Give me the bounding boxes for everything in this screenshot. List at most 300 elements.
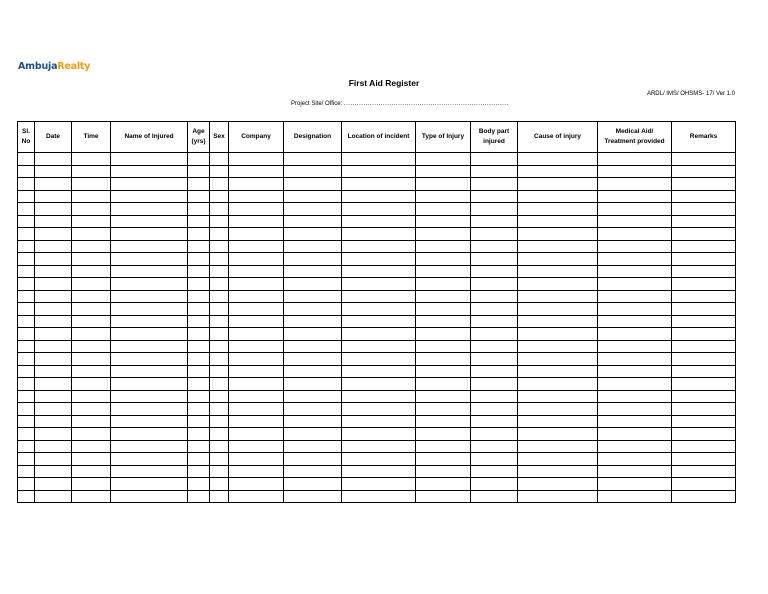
table-cell[interactable] [598, 415, 672, 428]
table-cell[interactable] [471, 353, 518, 366]
table-cell[interactable] [284, 390, 342, 403]
table-cell[interactable] [342, 428, 416, 441]
table-cell[interactable] [111, 278, 188, 291]
table-cell[interactable] [111, 328, 188, 341]
table-cell[interactable] [111, 428, 188, 441]
table-cell[interactable] [18, 178, 35, 191]
table-cell[interactable] [188, 303, 210, 316]
table-cell[interactable] [471, 178, 518, 191]
table-cell[interactable] [18, 265, 35, 278]
table-cell[interactable] [188, 178, 210, 191]
table-cell[interactable] [518, 453, 598, 466]
table-cell[interactable] [518, 465, 598, 478]
table-cell[interactable] [471, 228, 518, 241]
table-cell[interactable] [18, 190, 35, 203]
table-cell[interactable] [111, 178, 188, 191]
table-cell[interactable] [342, 453, 416, 466]
table-cell[interactable] [18, 453, 35, 466]
table-cell[interactable] [598, 453, 672, 466]
table-cell[interactable] [342, 390, 416, 403]
table-cell[interactable] [518, 428, 598, 441]
table-cell[interactable] [35, 490, 72, 503]
table-cell[interactable] [72, 215, 111, 228]
table-cell[interactable] [342, 465, 416, 478]
table-cell[interactable] [18, 328, 35, 341]
table-cell[interactable] [35, 190, 72, 203]
table-cell[interactable] [188, 415, 210, 428]
table-cell[interactable] [471, 190, 518, 203]
table-cell[interactable] [210, 415, 229, 428]
table-cell[interactable] [18, 440, 35, 453]
table-cell[interactable] [471, 440, 518, 453]
table-cell[interactable] [284, 478, 342, 491]
table-cell[interactable] [518, 328, 598, 341]
table-cell[interactable] [518, 215, 598, 228]
table-cell[interactable] [284, 253, 342, 266]
table-cell[interactable] [284, 415, 342, 428]
table-cell[interactable] [416, 453, 471, 466]
table-cell[interactable] [342, 215, 416, 228]
table-cell[interactable] [518, 178, 598, 191]
table-cell[interactable] [518, 365, 598, 378]
table-cell[interactable] [342, 415, 416, 428]
table-cell[interactable] [471, 415, 518, 428]
table-cell[interactable] [111, 378, 188, 391]
table-cell[interactable] [210, 478, 229, 491]
table-cell[interactable] [598, 465, 672, 478]
table-cell[interactable] [111, 465, 188, 478]
table-cell[interactable] [342, 240, 416, 253]
table-cell[interactable] [18, 228, 35, 241]
table-cell[interactable] [284, 403, 342, 416]
table-cell[interactable] [416, 415, 471, 428]
table-cell[interactable] [284, 440, 342, 453]
table-cell[interactable] [672, 378, 736, 391]
table-cell[interactable] [72, 478, 111, 491]
table-cell[interactable] [416, 178, 471, 191]
table-cell[interactable] [72, 340, 111, 353]
table-cell[interactable] [518, 390, 598, 403]
table-cell[interactable] [598, 440, 672, 453]
table-cell[interactable] [342, 365, 416, 378]
table-cell[interactable] [598, 178, 672, 191]
table-cell[interactable] [35, 240, 72, 253]
table-cell[interactable] [416, 240, 471, 253]
table-cell[interactable] [111, 190, 188, 203]
table-cell[interactable] [672, 315, 736, 328]
table-cell[interactable] [72, 178, 111, 191]
table-cell[interactable] [598, 203, 672, 216]
table-cell[interactable] [416, 340, 471, 353]
table-cell[interactable] [284, 490, 342, 503]
table-cell[interactable] [72, 490, 111, 503]
table-cell[interactable] [672, 265, 736, 278]
table-cell[interactable] [342, 403, 416, 416]
table-cell[interactable] [518, 490, 598, 503]
table-cell[interactable] [471, 390, 518, 403]
table-cell[interactable] [518, 290, 598, 303]
table-cell[interactable] [471, 278, 518, 291]
table-cell[interactable] [416, 365, 471, 378]
table-cell[interactable] [672, 428, 736, 441]
table-cell[interactable] [416, 203, 471, 216]
table-cell[interactable] [342, 203, 416, 216]
table-cell[interactable] [35, 290, 72, 303]
table-cell[interactable] [342, 278, 416, 291]
table-cell[interactable] [111, 490, 188, 503]
table-cell[interactable] [35, 265, 72, 278]
table-cell[interactable] [111, 240, 188, 253]
table-cell[interactable] [188, 428, 210, 441]
table-cell[interactable] [35, 178, 72, 191]
table-cell[interactable] [518, 265, 598, 278]
table-cell[interactable] [72, 253, 111, 266]
table-cell[interactable] [188, 278, 210, 291]
table-cell[interactable] [598, 315, 672, 328]
table-cell[interactable] [188, 390, 210, 403]
table-cell[interactable] [672, 290, 736, 303]
table-cell[interactable] [111, 403, 188, 416]
table-cell[interactable] [210, 440, 229, 453]
table-cell[interactable] [416, 190, 471, 203]
table-cell[interactable] [471, 203, 518, 216]
table-cell[interactable] [672, 478, 736, 491]
table-cell[interactable] [672, 415, 736, 428]
table-cell[interactable] [210, 403, 229, 416]
table-cell[interactable] [416, 265, 471, 278]
table-cell[interactable] [229, 303, 284, 316]
table-cell[interactable] [672, 240, 736, 253]
table-cell[interactable] [188, 490, 210, 503]
table-cell[interactable] [111, 478, 188, 491]
table-cell[interactable] [229, 428, 284, 441]
table-cell[interactable] [416, 378, 471, 391]
table-cell[interactable] [518, 203, 598, 216]
table-cell[interactable] [598, 265, 672, 278]
table-cell[interactable] [416, 165, 471, 178]
table-cell[interactable] [672, 153, 736, 166]
table-cell[interactable] [18, 365, 35, 378]
table-cell[interactable] [598, 428, 672, 441]
table-cell[interactable] [18, 303, 35, 316]
table-cell[interactable] [598, 328, 672, 341]
table-cell[interactable] [229, 340, 284, 353]
table-cell[interactable] [672, 465, 736, 478]
table-cell[interactable] [18, 340, 35, 353]
table-cell[interactable] [229, 228, 284, 241]
table-cell[interactable] [210, 490, 229, 503]
table-cell[interactable] [518, 340, 598, 353]
table-cell[interactable] [672, 228, 736, 241]
table-cell[interactable] [518, 165, 598, 178]
table-cell[interactable] [284, 153, 342, 166]
table-cell[interactable] [416, 328, 471, 341]
table-cell[interactable] [72, 228, 111, 241]
table-cell[interactable] [284, 215, 342, 228]
table-cell[interactable] [342, 478, 416, 491]
table-cell[interactable] [598, 390, 672, 403]
table-cell[interactable] [471, 215, 518, 228]
table-cell[interactable] [111, 153, 188, 166]
table-cell[interactable] [471, 340, 518, 353]
table-cell[interactable] [284, 328, 342, 341]
table-cell[interactable] [18, 490, 35, 503]
table-cell[interactable] [18, 390, 35, 403]
table-cell[interactable] [598, 365, 672, 378]
table-cell[interactable] [284, 315, 342, 328]
table-cell[interactable] [35, 353, 72, 366]
table-cell[interactable] [111, 290, 188, 303]
table-cell[interactable] [416, 253, 471, 266]
table-cell[interactable] [111, 165, 188, 178]
table-cell[interactable] [471, 265, 518, 278]
table-cell[interactable] [471, 290, 518, 303]
table-cell[interactable] [35, 165, 72, 178]
table-cell[interactable] [188, 453, 210, 466]
table-cell[interactable] [284, 365, 342, 378]
table-cell[interactable] [284, 165, 342, 178]
table-cell[interactable] [518, 190, 598, 203]
table-cell[interactable] [598, 340, 672, 353]
table-cell[interactable] [111, 228, 188, 241]
table-cell[interactable] [72, 203, 111, 216]
table-cell[interactable] [18, 465, 35, 478]
table-cell[interactable] [210, 178, 229, 191]
table-cell[interactable] [188, 378, 210, 391]
table-cell[interactable] [598, 303, 672, 316]
table-cell[interactable] [598, 478, 672, 491]
table-cell[interactable] [35, 315, 72, 328]
table-cell[interactable] [471, 328, 518, 341]
table-cell[interactable] [342, 328, 416, 341]
table-cell[interactable] [518, 228, 598, 241]
table-cell[interactable] [188, 240, 210, 253]
table-cell[interactable] [518, 403, 598, 416]
table-cell[interactable] [35, 203, 72, 216]
table-cell[interactable] [518, 415, 598, 428]
table-cell[interactable] [35, 215, 72, 228]
table-cell[interactable] [342, 178, 416, 191]
table-cell[interactable] [210, 365, 229, 378]
table-cell[interactable] [111, 215, 188, 228]
table-cell[interactable] [18, 290, 35, 303]
table-cell[interactable] [416, 278, 471, 291]
table-cell[interactable] [35, 453, 72, 466]
table-cell[interactable] [342, 190, 416, 203]
table-cell[interactable] [284, 228, 342, 241]
table-cell[interactable] [471, 428, 518, 441]
table-cell[interactable] [229, 165, 284, 178]
table-cell[interactable] [672, 365, 736, 378]
table-cell[interactable] [471, 365, 518, 378]
table-cell[interactable] [342, 340, 416, 353]
table-cell[interactable] [111, 453, 188, 466]
table-cell[interactable] [210, 328, 229, 341]
table-cell[interactable] [72, 415, 111, 428]
table-cell[interactable] [518, 315, 598, 328]
table-cell[interactable] [342, 378, 416, 391]
table-cell[interactable] [598, 228, 672, 241]
table-cell[interactable] [18, 253, 35, 266]
table-cell[interactable] [284, 453, 342, 466]
table-cell[interactable] [72, 465, 111, 478]
table-cell[interactable] [188, 253, 210, 266]
table-cell[interactable] [416, 153, 471, 166]
table-cell[interactable] [188, 203, 210, 216]
table-cell[interactable] [416, 403, 471, 416]
table-cell[interactable] [229, 203, 284, 216]
table-cell[interactable] [229, 490, 284, 503]
table-cell[interactable] [342, 303, 416, 316]
table-cell[interactable] [471, 453, 518, 466]
table-cell[interactable] [229, 440, 284, 453]
table-cell[interactable] [188, 190, 210, 203]
table-cell[interactable] [72, 378, 111, 391]
table-cell[interactable] [342, 253, 416, 266]
table-cell[interactable] [229, 153, 284, 166]
table-cell[interactable] [416, 215, 471, 228]
table-cell[interactable] [598, 403, 672, 416]
table-cell[interactable] [342, 440, 416, 453]
table-cell[interactable] [598, 190, 672, 203]
table-cell[interactable] [284, 353, 342, 366]
table-cell[interactable] [342, 228, 416, 241]
table-cell[interactable] [672, 190, 736, 203]
table-cell[interactable] [35, 403, 72, 416]
table-cell[interactable] [111, 340, 188, 353]
table-cell[interactable] [18, 478, 35, 491]
table-cell[interactable] [672, 303, 736, 316]
table-cell[interactable] [229, 265, 284, 278]
table-cell[interactable] [210, 428, 229, 441]
table-cell[interactable] [188, 153, 210, 166]
table-cell[interactable] [518, 278, 598, 291]
table-cell[interactable] [210, 203, 229, 216]
table-cell[interactable] [72, 428, 111, 441]
table-cell[interactable] [18, 153, 35, 166]
table-cell[interactable] [342, 265, 416, 278]
table-cell[interactable] [111, 440, 188, 453]
table-cell[interactable] [35, 365, 72, 378]
table-cell[interactable] [284, 240, 342, 253]
table-cell[interactable] [284, 465, 342, 478]
table-cell[interactable] [229, 328, 284, 341]
table-cell[interactable] [229, 478, 284, 491]
table-cell[interactable] [342, 153, 416, 166]
table-cell[interactable] [72, 453, 111, 466]
table-cell[interactable] [598, 165, 672, 178]
table-cell[interactable] [229, 315, 284, 328]
table-cell[interactable] [188, 353, 210, 366]
table-cell[interactable] [72, 190, 111, 203]
table-cell[interactable] [672, 178, 736, 191]
table-cell[interactable] [518, 378, 598, 391]
table-cell[interactable] [672, 403, 736, 416]
table-cell[interactable] [471, 165, 518, 178]
table-cell[interactable] [229, 390, 284, 403]
table-cell[interactable] [672, 165, 736, 178]
table-cell[interactable] [111, 353, 188, 366]
table-cell[interactable] [229, 415, 284, 428]
table-cell[interactable] [284, 178, 342, 191]
table-cell[interactable] [188, 328, 210, 341]
table-cell[interactable] [598, 215, 672, 228]
table-cell[interactable] [72, 440, 111, 453]
table-cell[interactable] [471, 303, 518, 316]
table-cell[interactable] [598, 240, 672, 253]
table-cell[interactable] [72, 315, 111, 328]
table-cell[interactable] [210, 153, 229, 166]
table-cell[interactable] [229, 240, 284, 253]
table-cell[interactable] [18, 315, 35, 328]
table-cell[interactable] [188, 403, 210, 416]
table-cell[interactable] [416, 315, 471, 328]
table-cell[interactable] [518, 478, 598, 491]
table-cell[interactable] [598, 490, 672, 503]
table-cell[interactable] [72, 153, 111, 166]
table-cell[interactable] [111, 265, 188, 278]
table-cell[interactable] [229, 378, 284, 391]
table-cell[interactable] [342, 290, 416, 303]
table-cell[interactable] [518, 440, 598, 453]
table-cell[interactable] [672, 453, 736, 466]
table-cell[interactable] [598, 153, 672, 166]
table-cell[interactable] [18, 240, 35, 253]
table-cell[interactable] [598, 290, 672, 303]
table-cell[interactable] [72, 353, 111, 366]
table-cell[interactable] [18, 215, 35, 228]
table-cell[interactable] [518, 253, 598, 266]
table-cell[interactable] [188, 440, 210, 453]
table-cell[interactable] [471, 240, 518, 253]
table-cell[interactable] [471, 153, 518, 166]
table-cell[interactable] [229, 465, 284, 478]
table-cell[interactable] [111, 253, 188, 266]
table-cell[interactable] [188, 165, 210, 178]
table-cell[interactable] [518, 153, 598, 166]
table-cell[interactable] [342, 490, 416, 503]
table-cell[interactable] [72, 328, 111, 341]
table-cell[interactable] [229, 453, 284, 466]
table-cell[interactable] [210, 290, 229, 303]
table-cell[interactable] [72, 390, 111, 403]
table-cell[interactable] [229, 215, 284, 228]
table-cell[interactable] [111, 203, 188, 216]
table-cell[interactable] [284, 340, 342, 353]
table-cell[interactable] [210, 465, 229, 478]
table-cell[interactable] [229, 353, 284, 366]
table-cell[interactable] [111, 390, 188, 403]
table-cell[interactable] [111, 415, 188, 428]
table-cell[interactable] [416, 390, 471, 403]
table-cell[interactable] [284, 265, 342, 278]
table-cell[interactable] [416, 290, 471, 303]
table-cell[interactable] [471, 403, 518, 416]
table-cell[interactable] [35, 390, 72, 403]
table-cell[interactable] [72, 365, 111, 378]
table-cell[interactable] [188, 265, 210, 278]
table-cell[interactable] [210, 278, 229, 291]
table-cell[interactable] [672, 390, 736, 403]
table-cell[interactable] [284, 428, 342, 441]
table-cell[interactable] [416, 440, 471, 453]
table-cell[interactable] [35, 428, 72, 441]
table-cell[interactable] [598, 278, 672, 291]
table-cell[interactable] [672, 490, 736, 503]
table-cell[interactable] [35, 153, 72, 166]
table-cell[interactable] [518, 240, 598, 253]
table-cell[interactable] [188, 340, 210, 353]
